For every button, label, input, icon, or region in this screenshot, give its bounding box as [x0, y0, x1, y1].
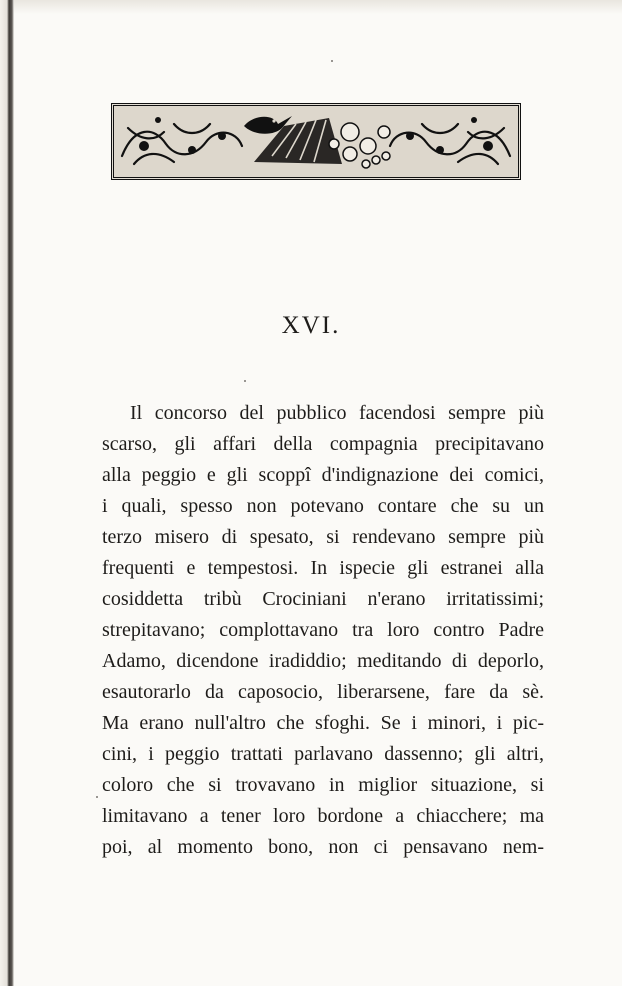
text-line: i quali, spesso non potevano contare che su un [102, 495, 544, 517]
paper-speck [331, 60, 333, 62]
paper-speck [244, 380, 246, 382]
text-line: terzo misero di spesato, si rendevano sempre più [102, 526, 544, 548]
page-top-shading [14, 0, 622, 14]
text-line: poi, al momento bono, non ci pensavano nem- [102, 836, 544, 858]
text-line: frequenti e tempestosi. In ispecie gli estranei alla [102, 557, 544, 579]
book-spine-shadow [0, 0, 14, 986]
text-line: cosiddetta tribù Crociniani n'erano irritatissimi; [102, 588, 544, 610]
text-line: esautorarlo da caposocio, liberarsene, fare da sè. [102, 681, 544, 703]
text-line: coloro che si trovavano in miglior situazione, si [102, 774, 544, 796]
text-line: strepitavano; complottavano tra loro contro Padre [102, 619, 544, 641]
chapter-heading: XVI. [281, 312, 341, 339]
text-line: scarso, gli affari della compagnia precipitavano [102, 433, 544, 455]
text-line: Il concorso del pubblico facendosi sempre più [130, 402, 544, 424]
paper-speck [96, 796, 98, 798]
cornucopia-bird-ornament-icon [111, 103, 521, 180]
text-line: Adamo, dicendone iradiddio; meditando di deporlo, [102, 650, 544, 672]
text-line: alla peggio e gli scoppî d'indignazione dei comici, [102, 464, 544, 486]
text-line: limitavano a tener loro bordone a chiacchere; ma [102, 805, 544, 827]
text-line: Ma erano null'altro che sfoghi. Se i minori, i pic- [102, 712, 544, 734]
text-line: cini, i peggio trattati parlavano dassenno; gli altri, [102, 743, 544, 765]
